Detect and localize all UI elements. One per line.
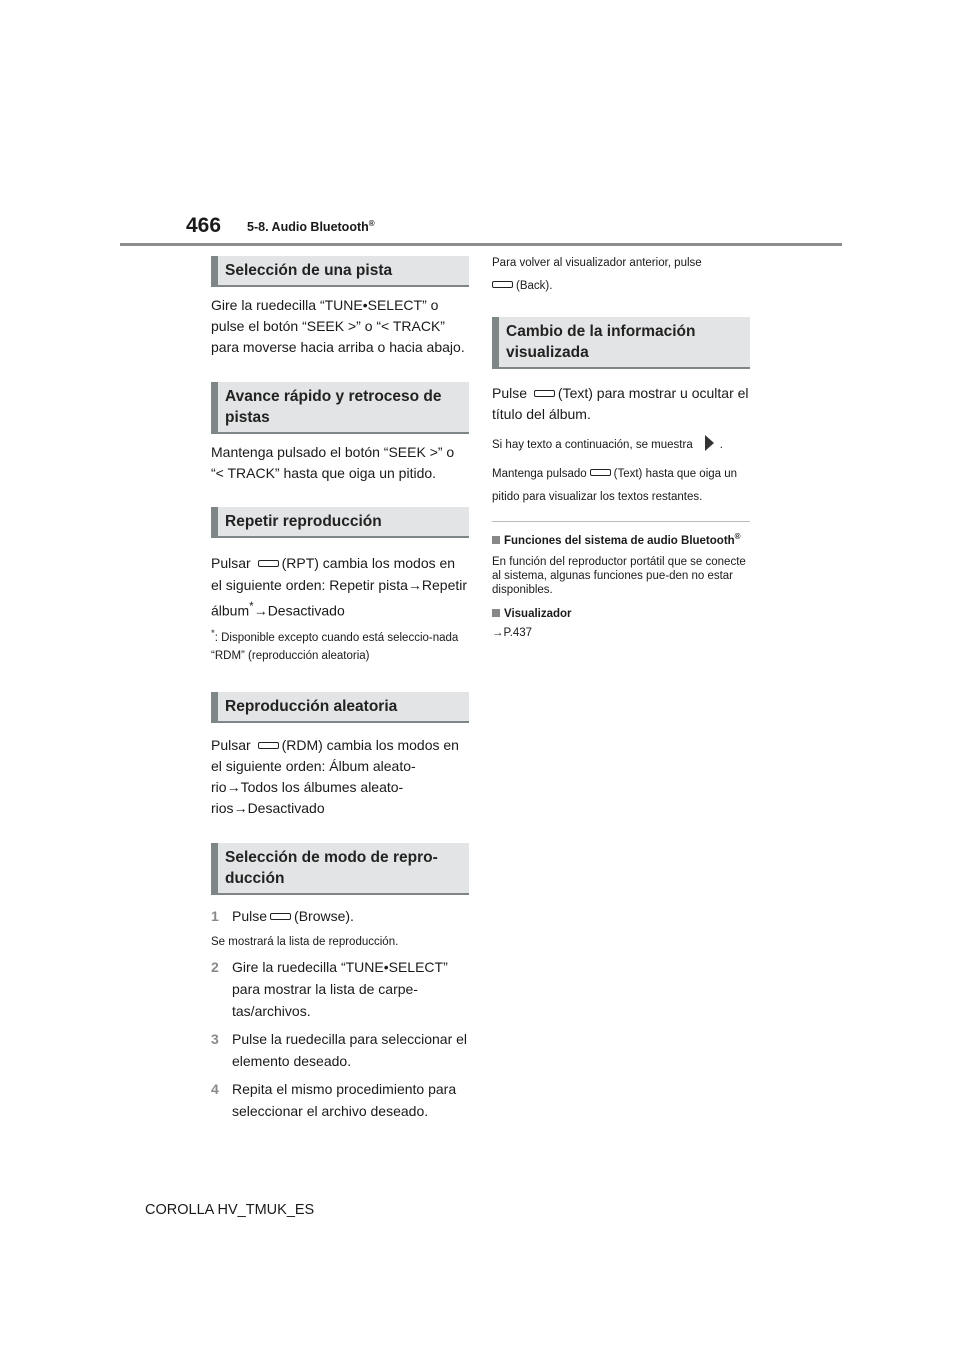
heading-random: Reproducción aleatoria <box>211 692 469 723</box>
repeat-text-post: (RPT) cambia los modos en el siguiente orden: Repetir pista <box>211 555 456 593</box>
play-arrow-icon <box>705 435 714 451</box>
browse-button-icon <box>270 913 291 920</box>
back-line-2 <box>492 277 750 296</box>
registered-mark: ® <box>368 219 375 228</box>
step-2 <box>211 956 469 1022</box>
info-change-post: (Text) para mostrar u ocultar el título del álbum. <box>492 385 749 422</box>
section-divider <box>492 521 750 522</box>
step-3 <box>211 1028 469 1072</box>
repeat-text-pre: Pulsar <box>211 555 251 571</box>
chapter-title-text: 5-8. Audio Bluetooth <box>247 220 369 235</box>
display-heading-text: Visualizador <box>504 607 572 620</box>
info-change-pre: Pulse <box>492 385 528 401</box>
step-4 <box>211 1078 469 1122</box>
repeat-album-text: Repetir álbum <box>211 577 468 619</box>
functions-heading-text: Funciones del sistema de audio Bluetooth <box>504 534 735 547</box>
footnote-text: : Disponible excepto cuando está seleccio-nada “RDM” (reproducción aleatoria) <box>211 631 459 663</box>
track-selection-text: Gire la ruedecilla “TUNE•SELECT” o pulse el botón “SEEK >” o “< TRACK” para moverse hacia arriba o hacia abajo. <box>211 297 465 355</box>
info-note-1-pre: Si hay texto a continuación, se muestra <box>492 439 693 451</box>
footnote-mark: * <box>211 627 215 639</box>
step-number: 4 <box>211 1081 219 1098</box>
step-3-text: Pulse la ruedecilla para seleccionar el elemento deseado. <box>232 1031 468 1070</box>
step-2-text: Gire la ruedecilla “TUNE•SELECT” para mostrar la lista de carpe-tas/archivos. <box>232 959 448 1020</box>
info-note-1 <box>492 435 750 455</box>
heading-fast-forward: Avance rápido y retroceso de pistas <box>211 382 469 434</box>
step-number: 3 <box>211 1031 219 1048</box>
right-column <box>492 254 750 643</box>
back-text: (Back). <box>516 280 553 292</box>
arrow-icon: → <box>233 800 248 817</box>
display-heading <box>492 605 750 624</box>
info-note-2 <box>492 463 750 509</box>
rpt-button-icon <box>258 560 279 567</box>
footer-model: COROLLA HV_TMUK_ES <box>145 1202 315 1218</box>
random-off-text: Desactivado <box>247 800 325 817</box>
square-bullet-icon <box>492 536 500 544</box>
arrow-icon: → <box>492 626 504 639</box>
left-column <box>211 256 469 1122</box>
random-all-text: Todos los álbumes aleato-rios <box>211 779 404 817</box>
arrow-icon: → <box>407 577 422 593</box>
info-note-2-pre: Mantenga pulsado <box>492 468 587 480</box>
page-number: 466 <box>186 214 222 237</box>
repeat-text <box>211 552 469 622</box>
step-number: 2 <box>211 959 219 976</box>
step-1-post: (Browse). <box>294 908 354 925</box>
text-button-icon <box>534 390 555 397</box>
heading-repeat: Repetir reproducción <box>211 507 469 538</box>
step-1 <box>211 905 469 927</box>
back-button-icon <box>492 281 513 288</box>
heading-playback-mode: Selección de modo de repro-ducción <box>211 843 469 895</box>
fast-forward-text: Mantenga pulsado el botón “SEEK >” o “< TRACK” hasta que oiga un pitido. <box>211 444 455 481</box>
info-note-2-post: (Text) hasta que oiga un pitido para visualizar los textos restantes. <box>492 468 738 503</box>
footnote-star: * <box>249 600 254 613</box>
info-change-text <box>492 383 750 425</box>
registered-mark: ® <box>734 532 741 541</box>
heading-track-selection: Selección de una pista <box>211 256 469 287</box>
rdm-button-icon <box>258 742 279 749</box>
page-reference-link: P.437 <box>503 626 533 639</box>
heading-info-change: Cambio de la información visualizada <box>492 317 750 369</box>
step-1-note: Se mostrará la lista de reproducción. <box>211 936 399 949</box>
repeat-footnote <box>211 624 469 667</box>
arrow-icon: → <box>226 779 241 796</box>
back-line-1: Para volver al visualizador anterior, pulse <box>492 257 702 269</box>
text-button-icon <box>590 469 611 476</box>
random-text-pre: Pulsar <box>211 737 251 754</box>
arrow-icon: → <box>253 602 268 619</box>
functions-text: En función del reproductor portátil que se conecte al sistema, algunas funciones pue-den no estar disponibles. <box>492 555 746 596</box>
repeat-off-text: Desactivado <box>267 602 345 619</box>
square-bullet-icon <box>492 609 500 617</box>
step-4-text: Repita el mismo procedimiento para seleccionar el archivo deseado. <box>232 1081 457 1120</box>
random-text-post: (RDM) cambia los modos en el siguiente orden: Álbum aleato-rio <box>211 737 459 796</box>
random-text <box>211 735 469 819</box>
step-1-pre: Pulse <box>232 908 268 925</box>
info-note-1-post: . <box>719 439 723 451</box>
header-divider <box>120 243 842 246</box>
functions-heading <box>492 527 750 551</box>
display-reference <box>492 624 750 643</box>
chapter-title <box>247 219 375 234</box>
step-number: 1 <box>211 908 219 925</box>
